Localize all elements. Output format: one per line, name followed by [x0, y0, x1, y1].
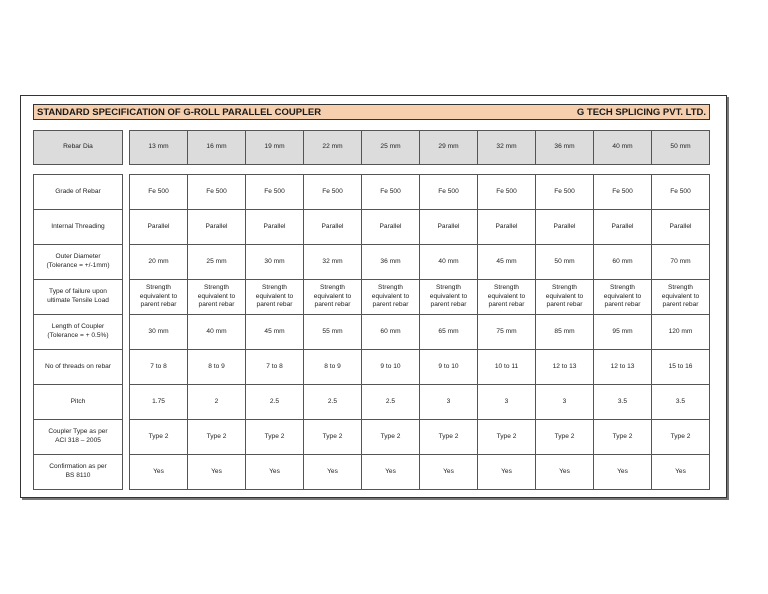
table-cell: 1.75	[130, 385, 188, 420]
table-cell: Fe 500	[246, 175, 304, 210]
cell-line: Type of failure upon	[49, 288, 107, 296]
row-label	[34, 420, 123, 455]
cell-line: Coupler Type as per	[48, 428, 108, 436]
table-cell	[594, 280, 652, 315]
table-cell: 8 to 9	[188, 350, 246, 385]
rebar-size-header: 50 mm	[652, 131, 710, 165]
table-cell: Yes	[304, 455, 362, 490]
column-spacer	[123, 420, 130, 455]
row-label	[34, 350, 123, 385]
table-cell: Fe 500	[362, 175, 420, 210]
table-cell: 60 mm	[594, 245, 652, 280]
table-cell: Parallel	[246, 210, 304, 245]
table-cell: 95 mm	[594, 315, 652, 350]
cell-line: equivalent to	[371, 292, 410, 300]
cell-line: equivalent to	[603, 292, 642, 300]
table-cell: 8 to 9	[304, 350, 362, 385]
title-bar	[33, 104, 710, 120]
table-cell: 36 mm	[362, 245, 420, 280]
cell-line: parent rebar	[488, 301, 525, 309]
header-label: Rebar Dia	[34, 131, 123, 165]
table-cell: 70 mm	[652, 245, 710, 280]
cell-line: equivalent to	[139, 292, 178, 300]
gap-cell	[420, 165, 478, 175]
table-cell: Type 2	[594, 420, 652, 455]
table-cell: Parallel	[420, 210, 478, 245]
table-cell: Fe 500	[188, 175, 246, 210]
table-cell: 3.5	[594, 385, 652, 420]
table-cell	[420, 280, 478, 315]
cell-line: Strength	[320, 283, 345, 291]
gap-cell	[304, 165, 362, 175]
table-cell: 7 to 8	[130, 350, 188, 385]
table-cell: Yes	[478, 455, 536, 490]
cell-line: parent rebar	[314, 301, 351, 309]
table-cell: Type 2	[362, 420, 420, 455]
cell-line: equivalent to	[313, 292, 352, 300]
column-spacer	[123, 210, 130, 245]
column-spacer	[123, 455, 130, 490]
cell-line: equivalent to	[661, 292, 700, 300]
row-label	[34, 210, 123, 245]
cell-line: equivalent to	[197, 292, 236, 300]
row-gap	[34, 165, 710, 175]
row-label	[34, 175, 123, 210]
cell-line: equivalent to	[429, 292, 468, 300]
cell-line: parent rebar	[546, 301, 583, 309]
table-cell: Parallel	[478, 210, 536, 245]
table-cell: Type 2	[304, 420, 362, 455]
table-cell: Parallel	[594, 210, 652, 245]
table-cell: 9 to 10	[420, 350, 478, 385]
cell-line: (Tolerance = + 0.5%)	[47, 332, 109, 339]
rebar-size-header: 13 mm	[130, 131, 188, 165]
cell-line: Strength	[436, 283, 461, 291]
gap-cell	[123, 165, 130, 175]
cell-line: ultimate Tensile Load	[47, 297, 109, 304]
row-label	[34, 280, 123, 315]
table-cell: 9 to 10	[362, 350, 420, 385]
table-cell	[652, 280, 710, 315]
cell-line: No of threads on rebar	[45, 362, 111, 370]
table-cell: 20 mm	[130, 245, 188, 280]
rebar-size-header: 32 mm	[478, 131, 536, 165]
gap-cell	[362, 165, 420, 175]
gap-cell	[536, 165, 594, 175]
table-cell	[362, 280, 420, 315]
table-cell: Type 2	[652, 420, 710, 455]
table-cell: 50 mm	[536, 245, 594, 280]
table-cell: Parallel	[362, 210, 420, 245]
specification-table	[33, 130, 710, 490]
cell-line: equivalent to	[255, 292, 294, 300]
table-cell: 120 mm	[652, 315, 710, 350]
rebar-size-header: 22 mm	[304, 131, 362, 165]
row-label	[34, 455, 123, 490]
table-cell: Fe 500	[130, 175, 188, 210]
table-cell	[188, 280, 246, 315]
rebar-size-header: 16 mm	[188, 131, 246, 165]
table-cell: Fe 500	[304, 175, 362, 210]
table-cell: 2.5	[362, 385, 420, 420]
column-spacer	[123, 175, 130, 210]
table-cell: 40 mm	[188, 315, 246, 350]
table-cell: Yes	[594, 455, 652, 490]
gap-cell	[652, 165, 710, 175]
cell-line: equivalent to	[487, 292, 526, 300]
table-cell: Fe 500	[536, 175, 594, 210]
table-cell: 25 mm	[188, 245, 246, 280]
cell-line: Strength	[552, 283, 577, 291]
table-cell: 40 mm	[420, 245, 478, 280]
table-cell: Parallel	[188, 210, 246, 245]
cell-line: parent rebar	[604, 301, 641, 309]
table-cell: Yes	[362, 455, 420, 490]
table-cell: Parallel	[130, 210, 188, 245]
table-cell: Type 2	[130, 420, 188, 455]
table-cell: Type 2	[246, 420, 304, 455]
table-cell: Parallel	[536, 210, 594, 245]
table-cell: 30 mm	[246, 245, 304, 280]
table-cell: Parallel	[652, 210, 710, 245]
table-cell: 45 mm	[246, 315, 304, 350]
column-spacer	[123, 385, 130, 420]
column-spacer	[123, 131, 130, 165]
cell-line: ACI 318 – 2005	[55, 437, 101, 444]
cell-line: parent rebar	[372, 301, 409, 309]
gap-cell	[34, 165, 123, 175]
gap-cell	[478, 165, 536, 175]
rebar-size-header: 40 mm	[594, 131, 652, 165]
gap-cell	[188, 165, 246, 175]
cell-line: Strength	[610, 283, 635, 291]
cell-line: parent rebar	[198, 301, 235, 309]
table-cell: 32 mm	[304, 245, 362, 280]
table-cell: 3	[420, 385, 478, 420]
table-cell: 85 mm	[536, 315, 594, 350]
rebar-size-header: 29 mm	[420, 131, 478, 165]
table-cell: Yes	[246, 455, 304, 490]
rebar-size-header: 25 mm	[362, 131, 420, 165]
table-cell	[130, 280, 188, 315]
table-cell: 7 to 8	[246, 350, 304, 385]
table-cell: 30 mm	[130, 315, 188, 350]
table-cell: Fe 500	[652, 175, 710, 210]
cell-line: parent rebar	[662, 301, 699, 309]
table-cell: 12 to 13	[536, 350, 594, 385]
gap-cell	[246, 165, 304, 175]
table-row	[34, 350, 710, 385]
column-spacer	[123, 280, 130, 315]
table-cell: Parallel	[304, 210, 362, 245]
cell-line: Pitch	[70, 397, 86, 405]
table-cell: 3	[478, 385, 536, 420]
cell-line: (Tolerance = +/-1mm)	[46, 262, 110, 269]
column-spacer	[123, 350, 130, 385]
table-row	[34, 175, 710, 210]
table-row	[34, 455, 710, 490]
cell-line: BS 8110	[65, 472, 91, 479]
gap-cell	[130, 165, 188, 175]
cell-line: Strength	[494, 283, 519, 291]
table-row	[34, 315, 710, 350]
table-cell: 3.5	[652, 385, 710, 420]
table-cell: Type 2	[478, 420, 536, 455]
table-cell	[536, 280, 594, 315]
table-cell: 65 mm	[420, 315, 478, 350]
table-cell: 55 mm	[304, 315, 362, 350]
table-row	[34, 280, 710, 315]
table-cell	[304, 280, 362, 315]
table-cell: Yes	[188, 455, 246, 490]
rebar-size-header: 19 mm	[246, 131, 304, 165]
cell-line: Internal Threading	[51, 222, 105, 230]
table-row	[34, 245, 710, 280]
cell-line: Outer Diameter	[55, 253, 101, 261]
cell-line: parent rebar	[430, 301, 467, 309]
table-cell: Fe 500	[594, 175, 652, 210]
row-label	[34, 245, 123, 280]
table-cell: Type 2	[420, 420, 478, 455]
table-row	[34, 420, 710, 455]
table-cell: 15 to 16	[652, 350, 710, 385]
table-cell	[246, 280, 304, 315]
table-cell: 60 mm	[362, 315, 420, 350]
header-row	[34, 131, 710, 165]
table-row	[34, 210, 710, 245]
table-cell: Type 2	[536, 420, 594, 455]
table-cell: 75 mm	[478, 315, 536, 350]
row-label	[34, 385, 123, 420]
table-cell: 2.5	[304, 385, 362, 420]
cell-line: Strength	[378, 283, 403, 291]
table-cell: 12 to 13	[594, 350, 652, 385]
table-cell: Yes	[536, 455, 594, 490]
table-cell: 45 mm	[478, 245, 536, 280]
table-cell: 3	[536, 385, 594, 420]
cell-line: Strength	[204, 283, 229, 291]
table-cell: Yes	[130, 455, 188, 490]
cell-line: Confirmation as per	[49, 463, 107, 471]
cell-line: Strength	[262, 283, 287, 291]
company-name: G TECH SPLICING PVT. LTD.	[576, 106, 706, 118]
table-cell	[478, 280, 536, 315]
cell-line: Grade of Rebar	[55, 187, 101, 195]
table-cell: Fe 500	[420, 175, 478, 210]
gap-cell	[594, 165, 652, 175]
table-cell: Fe 500	[478, 175, 536, 210]
cell-line: parent rebar	[256, 301, 293, 309]
cell-line: Strength	[668, 283, 693, 291]
column-spacer	[123, 315, 130, 350]
table-cell: 2.5	[246, 385, 304, 420]
table-cell: 10 to 11	[478, 350, 536, 385]
table-cell: 2	[188, 385, 246, 420]
document-title: STANDARD SPECIFICATION OF G-ROLL PARALLEL COUPLER	[37, 106, 322, 118]
table-cell: Type 2	[188, 420, 246, 455]
rebar-size-header: 36 mm	[536, 131, 594, 165]
cell-line: equivalent to	[545, 292, 584, 300]
table-cell: Yes	[652, 455, 710, 490]
table-row	[34, 385, 710, 420]
cell-line: Length of Coupler	[51, 323, 105, 331]
table-cell: Yes	[420, 455, 478, 490]
cell-line: Strength	[146, 283, 171, 291]
cell-line: parent rebar	[140, 301, 177, 309]
column-spacer	[123, 245, 130, 280]
row-label	[34, 315, 123, 350]
